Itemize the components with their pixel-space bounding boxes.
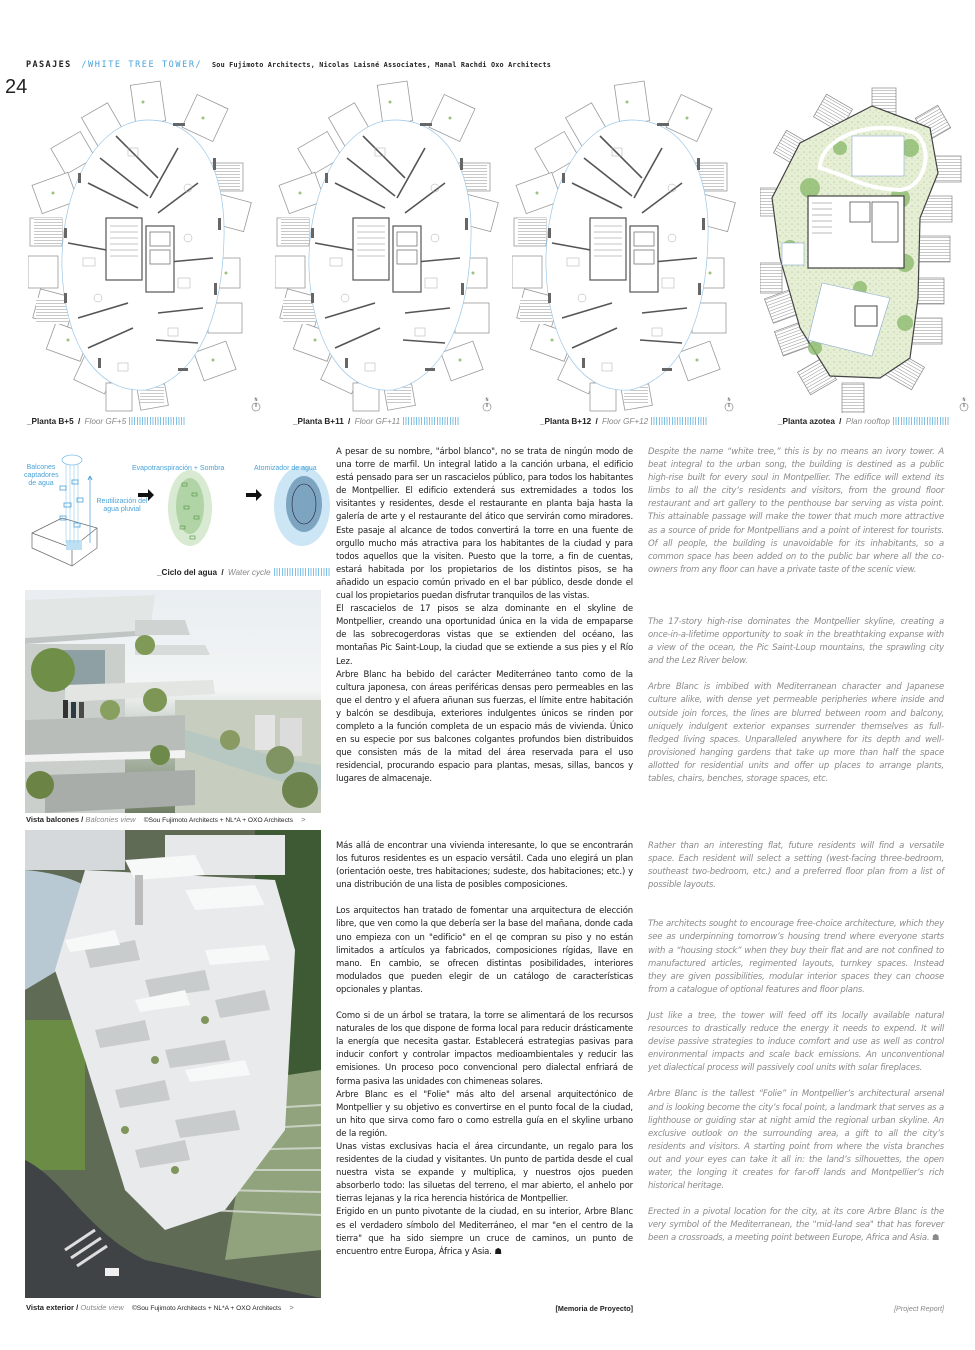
floor-plan-rooftop xyxy=(760,78,970,413)
label-reuse: Reutilización del agua pluvial xyxy=(96,498,148,513)
next-arrow-icon: > xyxy=(301,815,306,824)
running-header xyxy=(26,60,551,70)
svg-text:N: N xyxy=(727,397,731,402)
next-arrow-icon: > xyxy=(289,1303,294,1312)
water-cycle-caption: _Ciclo del agua / Water cycle xyxy=(157,568,330,577)
north-arrow-icon xyxy=(250,396,262,412)
plan-caption-gf5: _Planta B+5 / Floor GF+5 xyxy=(27,417,185,426)
paragraph-es: Erigido en un punto pivotante de la ciudad, en su interior, Arbre Blanc es el verdadero símbolo del Mediterráneo, el mar "en el centro de la tierra" que ha sido siempre un cruce de caminos, un punto de encuentro entre Europa, África y Asia. ☗ xyxy=(336,1207,633,1257)
paragraph-es: A pesar de su nombre, "árbol blanco", no se trata de ningún modo de una torre de marfil. Un integral latido a la canción urbana, el edificio está pensado para ser un rascacielos público, para todos los habitantes de Montpellier. El edificio extenderá sus extremidades a todos los visitantes y residentes, desde el restaurante en planta baja hasta la galería de arte y el restaurante del ático que servirán como miradores. Este pasaje al alcance de todos convertirá la torre en una fuente de orgullo mucho más atractiva para los habitantes de la ciudad y para todos aquellos que la visiten. Puesto que la torre, a fin de cuentas, estará habitada por los propietarios de los distintos pisos, se ha añadido un espacio común privado en el bar público, desde donde el cual los propietarios puedan disfrutar tranquilos de las vistas. xyxy=(336,447,633,602)
label-balconies: Balcones captadores de agua xyxy=(24,464,59,487)
paragraph-en: Arbre Blanc is the tallest “Folie” in Montpellier’s architectural arsenal and is looking become the city’s focal point, a landmark that serves as a lighthouse or guiding star at night amid the regional urban skyline. An exclusive outlook on the surrounding area, a gift to all the city’s residents and visitors. A starting point from where the vista branches out and your eyes can take it all in: the land’s silhouettes, the open water, the longing it creates for far-off lands and Montpellier’s rich historical heritage. xyxy=(648,1089,944,1192)
english-text-column xyxy=(648,446,944,786)
spanish-text-column-2 xyxy=(336,840,633,1259)
paragraph-es: Como si de un árbol se tratara, la torre se alimentará de los recursos naturales de los que dispone de forma local para reducir drásticamente la energía que necesita gastar. Establecerá estrategias pasivas para inducir confort y controlar impactos medioambientales y reducir las emisiones. Un proceso poco convencional pero dialectal enfriará de forma pasiva las unidades con chimeneas solares. xyxy=(336,1011,633,1087)
architect-credits: Sou Fujimoto Architects, Nicolas Laisné Associates, Manal Rachdi Oxo Architects xyxy=(211,61,552,69)
spanish-text-column xyxy=(336,446,633,786)
plan-caption-rooftop: _Planta azotea / Plan rooftop xyxy=(778,417,949,426)
english-text-column-2 xyxy=(648,840,944,1245)
barcode-decoration xyxy=(403,417,459,425)
paragraph-en: Erected in a pivotal location for the city, at its core Arbre Blanc is the very symbol of the Mediterranean, the "mid-land sea" that has forever been a crossroads, a meeting point between Europe, Africa and Asia. ☗ xyxy=(648,1207,944,1244)
water-cycle-diagram xyxy=(22,448,330,584)
exterior-photo xyxy=(25,830,321,1298)
barcode-decoration xyxy=(274,568,330,576)
paragraph-es: Unas vistas exclusivas hacia el área circundante, un regalo para los residentes de la ciudad y visitantes. Un punto de partida desde el cual nuestra vista se expande y multiplica, y nuestros ojos pueden absorberlo todo: las siluetas del terreno, el mar abierto, el anhelo por tierras lejanas y la rica herencia histórica de Montpellier. xyxy=(336,1141,633,1205)
balconies-photo xyxy=(25,590,321,813)
north-arrow-icon xyxy=(723,396,735,412)
barcode-decoration xyxy=(651,417,707,425)
paragraph-es: Más allá de encontrar una vivienda interesante, lo que se encontrarán los futuros residentes es un espacio versátil. Cada uno elegirá un plan (orientación oeste, tres habitaciones; sudeste, dos habitaciones; etc.) y una distribución de una lista de posibles composiciones. xyxy=(336,841,633,891)
paragraph-en: The 17-story high-rise dominates the Montpellier skyline, creating a once-in-a-lifetime opportunity to soak in the breathtaking expanse with a view of the ocean, the Pic Saint-Loup mountains, the sprawling city and the Lez River below. xyxy=(648,616,944,667)
label-evapotranspiration: Evapotranspiración + Sombra xyxy=(132,465,225,472)
exterior-photo-caption: Vista exterior / Outside view ©Sou Fujimoto Architects + NL*A + OXO Architects > xyxy=(26,1303,294,1312)
paragraph-es: Arbre Blanc ha bebido del carácter Mediterráneo tanto como de la cultura japonesa, con áreas periféricas densas pero permeables en las que el dentro y el afuera añunan sus fuerzas, el límite entre habitación y balcón se desdibuja, exteriores indulgentes únicos se rinden por completo a la función completa de un espacio más de vivienda. Único en su especie por sus balcones colgantes profundos bien distribuidos que consisten más de la mitad del área reservada para el uso residencial, procurando espacio para plantas, mesas, sillas, bancos y lugares de almacenaje. xyxy=(336,669,633,785)
article-title: /WHITE TREE TOWER/ xyxy=(81,60,203,70)
floor-plan-gf11 xyxy=(275,78,500,413)
svg-text:N: N xyxy=(485,397,489,402)
paragraph-en: The architects sought to encourage free-choice architecture, which they see as underpinning tomorrow’s housing trend where everyone starts with a “housing stock” when they buy their flat and are not confined to manufactured articles, regimented layouts, turnkey spaces. Instead they are given possibilities, modular interior spaces they can choose from a catalogue of optional features and floor plans. xyxy=(648,919,944,995)
paragraph-es: El rascacielos de 17 pisos se alza dominante en el skyline de Montpellier, creando una oportunidad única en la vida de empaparse de las sobrecogerdoras vistas que se extienden del océano, las montañas Pic Saint-Loup, la ciudad que se extiende a sus pies y el Río Lez. xyxy=(336,604,633,667)
paragraph-es: Arbre Blanc es el "Folie" más alto del arsenal arquitectónico de Montpellier y su objetivo es convertirse en el punto focal de la ciudad, un hito que sirva como faro o como estrella guía en el skyline urbano de la región. xyxy=(336,1089,633,1139)
floor-plan-gf5 xyxy=(28,78,253,413)
plan-caption-gf12: _Planta B+12 / Floor GF+12 xyxy=(540,417,707,426)
page-number: 24 xyxy=(5,76,28,98)
label-atomizer: Atomizador de agua xyxy=(254,465,317,472)
balconies-photo-caption: Vista balcones / Balconies view ©Sou Fujimoto Architects + NL*A + OXO Architects > xyxy=(26,815,306,824)
paragraph-en: Rather than an interesting flat, future residents will find a versatile space. Each resident will select a setting (west-facing three-bedroom, southeast two-bedroom, etc.) and a preferred floor plan from a list of possible layouts. xyxy=(648,841,944,891)
paragraph-en: Despite the name “white tree,” this is by no means an ivory tower. A beat integral to the urban song, the building is destined as a public high-rise built for every soul in Montpellier. The edifice will extend its limbs to all the city’s residents and visitors, from the ground floor restaurant and art gallery to the penthouse bar serving as vista point. This attainable passage will make the tower that much more attractive as a source of pride for Montpellians and a point of interest for tourists. Of all people, the building is unavoidable for its inhabitants, so a common space has been added on to the public bar where all the co-owners from any floor can have a private taste of the scenic view. xyxy=(648,447,944,575)
paragraph-es: Los arquitectos han tratado de fomentar una arquitectura de elección libre, que ven como la que debería ser la base del mañana, donde cada uno empieza con un "edificio" en el qe compran su piso y no están limitados a artículos ya fabricados, composiciones rígidas, llave en mano. En cambio, se ofrecen distintas posibilidades, interiores modulados que pueden elegir de un catálogo de características opcionales y plantas. xyxy=(336,906,633,995)
section-name: PASAJES xyxy=(26,60,72,70)
north-arrow-icon xyxy=(481,396,493,412)
svg-text:N: N xyxy=(254,397,258,402)
source-en: [Project Report] xyxy=(894,1304,944,1313)
plan-caption-gf11: _Planta B+11 / Floor GF+11 xyxy=(293,417,459,426)
paragraph-en: Arbre Blanc is imbibed with Mediterranean character and Japanese culture alike, with dense yet permeable peripheries where inside and outside join forces, the lines are blurred between room and balcony, uniquely indulgent exterior expanses surrender themselves as full-fledged living spaces. Unparalleled anywhere for its depth and well-provisioned hanging gardens that take up more than half the space allotted for residential units and offer up places to arrange plants, tables, chairs, benches, storage spaces, etc. xyxy=(648,682,944,784)
barcode-decoration xyxy=(893,417,949,425)
north-arrow-icon xyxy=(958,396,970,412)
paragraph-en: Just like a tree, the tower will feed off its locally available natural resources to drastically reduce the energy it needs to expend. It will devise passive strategies to induce comfort and use as well as control environmental impacts and scale back emissions. An unconventional yet dialectical process will passively cool units with solar fireplaces. xyxy=(648,1010,944,1074)
svg-text:N: N xyxy=(962,397,966,402)
barcode-decoration xyxy=(129,417,185,425)
source-es: [Memoria de Proyecto] xyxy=(555,1304,633,1313)
floor-plan-gf12 xyxy=(512,78,737,413)
